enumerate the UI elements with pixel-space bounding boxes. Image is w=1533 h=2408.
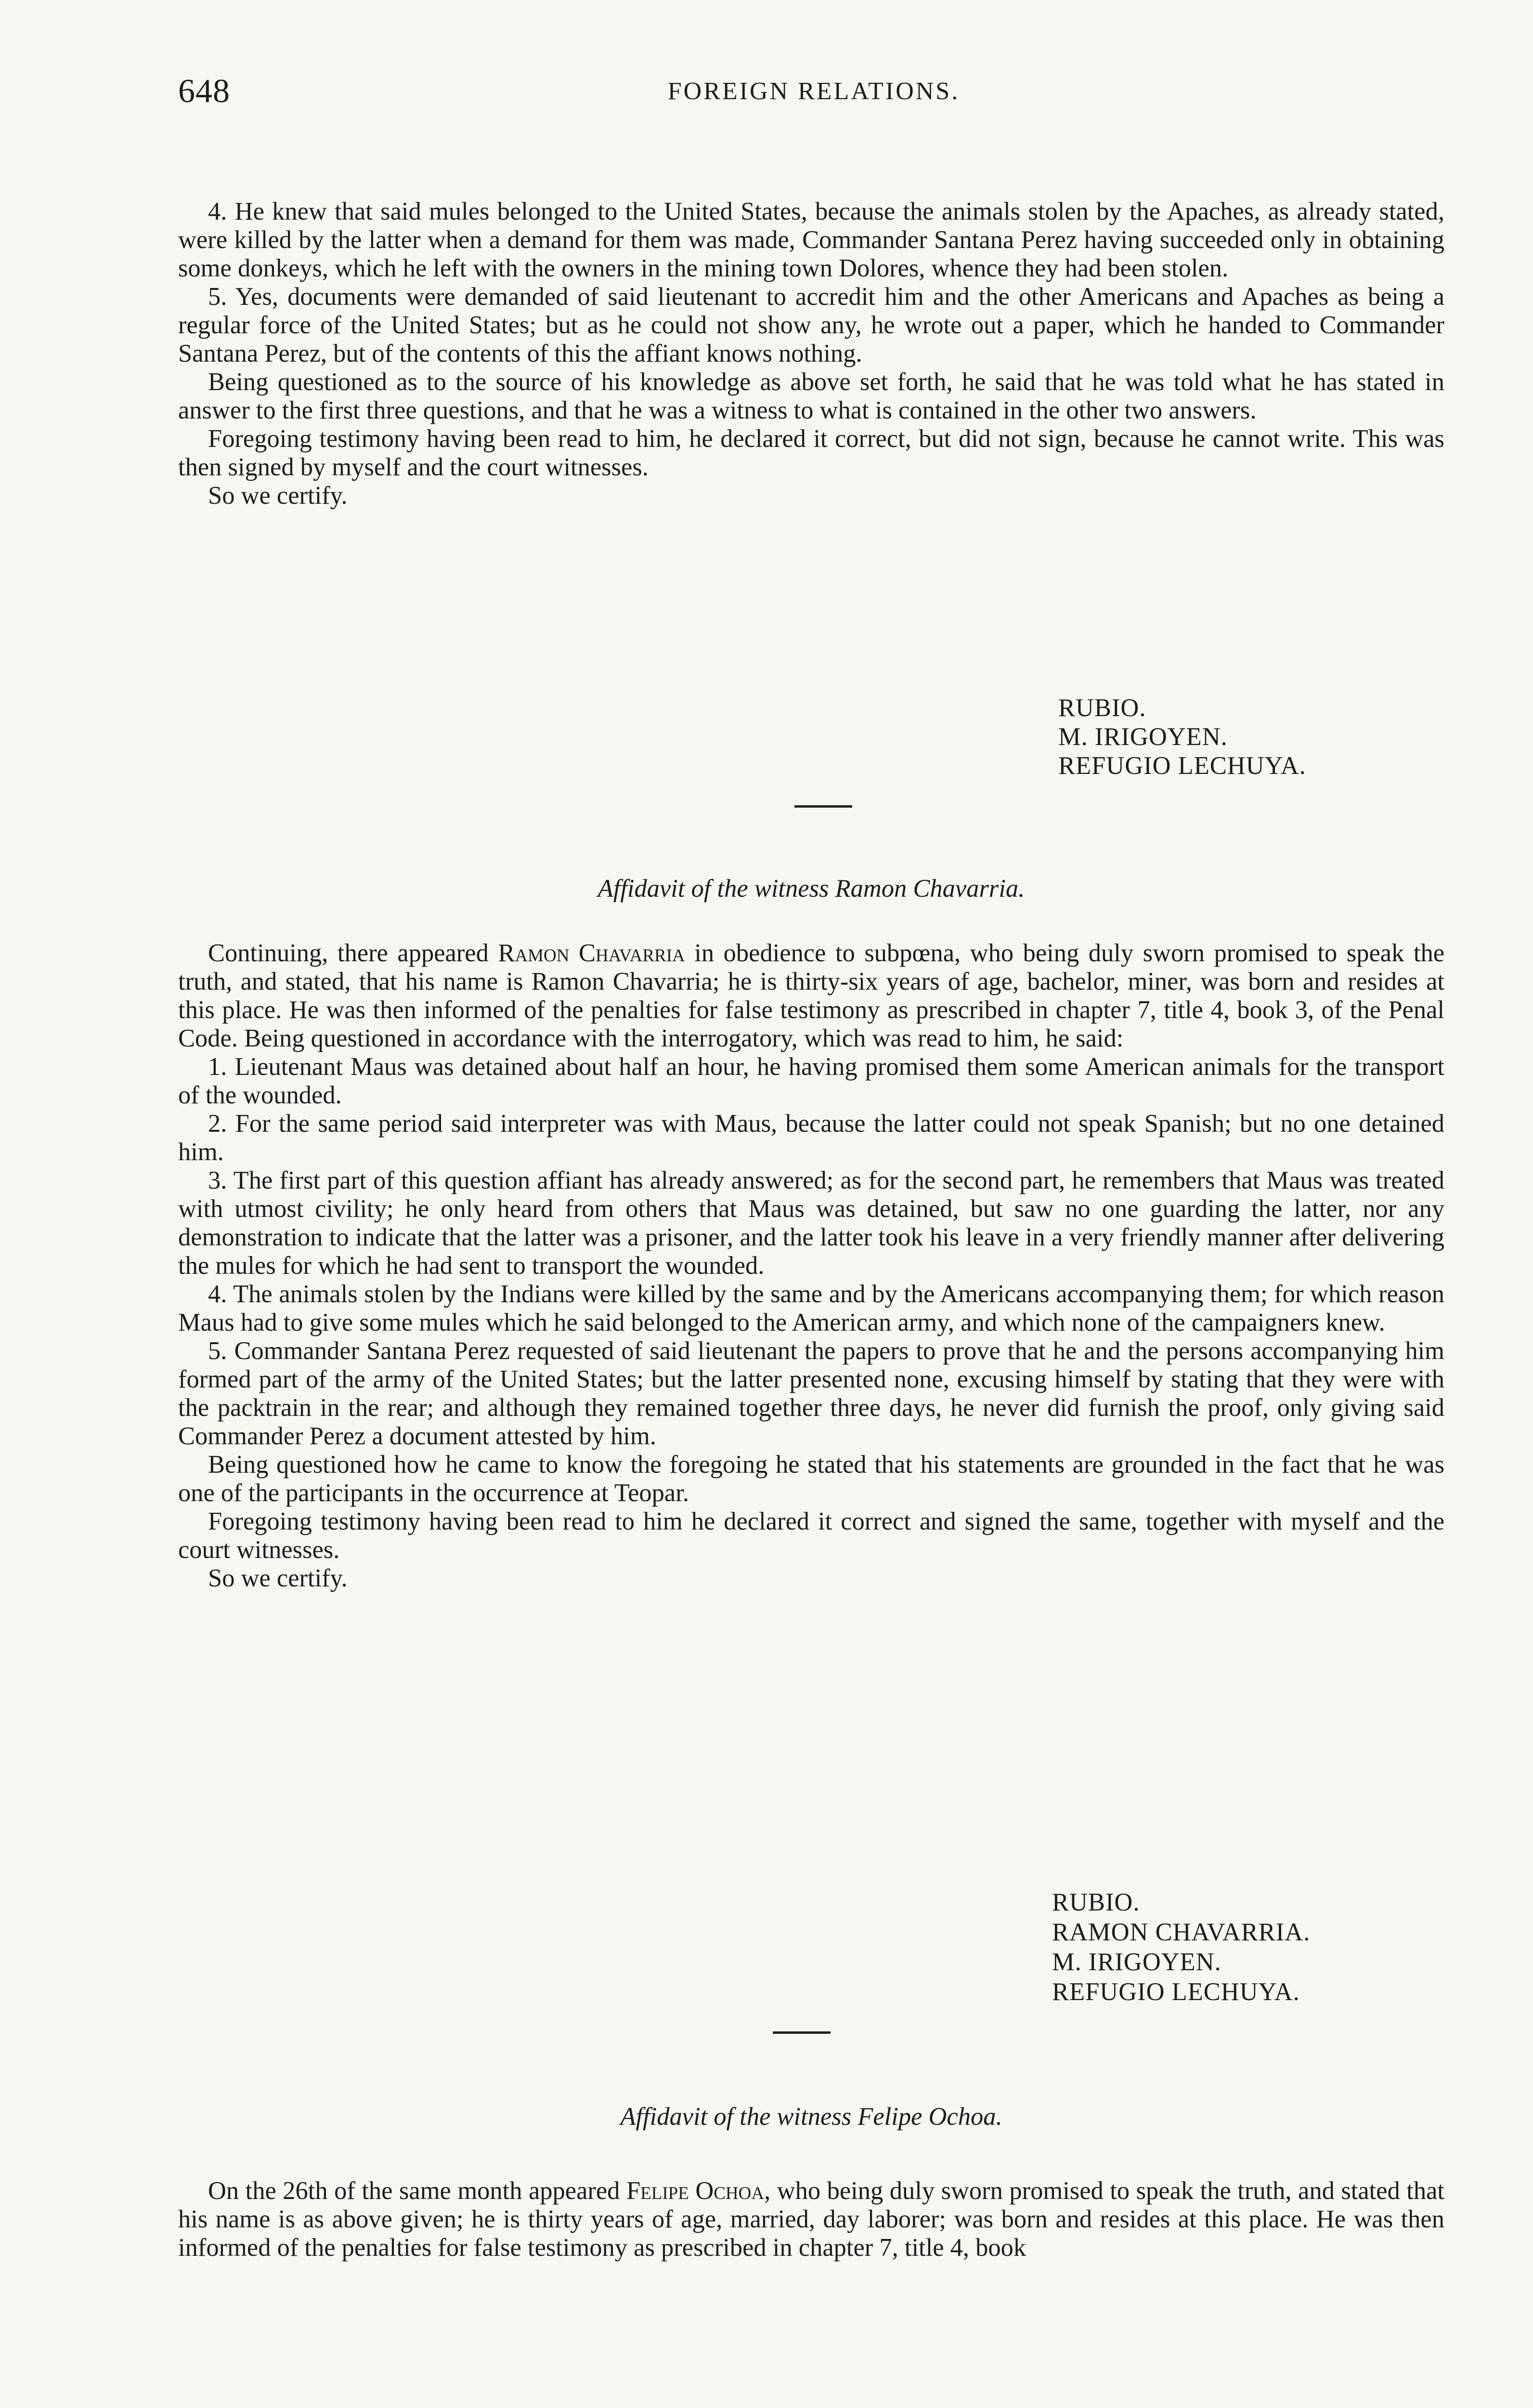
section-divider [794, 805, 852, 808]
signature-line: RUBIO. [1052, 1888, 1140, 1916]
intro-paragraph [178, 2177, 1444, 2262]
signature-line: M. IRIGOYEN. [1058, 723, 1228, 751]
section-divider [773, 2031, 831, 2034]
intro-text: in obedience to subpœna, who being duly sworn promised to speak the truth, and stated, that his name is Ramon Chavarria; he is thirty-six years of age, bachelor, miner, was born and resides at this place. He was then informed of the penalties for false testimony as prescribed in chapter 7, title 4, book 3, of the Penal Code. Being questioned in accordance with the interrogatory, which was read to him, he said: [178, 939, 1444, 1052]
paragraph: Being questioned how he came to know the foregoing he stated that his statements are grounded in the fact that he was one of the participants in the occurrence at Teopar. [178, 1451, 1444, 1507]
signature-line: REFUGIO LECHUYA. [1052, 1978, 1300, 2006]
running-title: FOREIGN RELATIONS. [667, 78, 960, 105]
paragraph: 3. The first part of this question affiant has already answered; as for the second part, he remembers that Maus was treated with utmost civility; he only heard from others that Maus was detained, but saw no one guarding the latter, nor any demonstration to indicate that the latter was a prisoner, and the latter took his leave in a very friendly manner after delivering the mules for which he had sent to transport the wounded. [178, 1166, 1444, 1280]
section-title: Affidavit of the witness Felipe Ochoa. [620, 2103, 1002, 2131]
paragraph: 2. For the same period said interpreter was with Maus, because the latter could not speak Spanish; but no one detained him. [178, 1110, 1444, 1166]
intro-text: Continuing, there appeared [208, 939, 498, 967]
paragraph: 4. He knew that said mules belonged to the United States, because the animals stolen by the Apaches, as already stated, were killed by the latter when a demand for them was made, Commander Santana Perez having succeeded only in obtaining some donkeys, which he left with the owners in the mining town Dolores, whence they had been stolen. [178, 197, 1444, 282]
paragraph: So we certify. [208, 482, 348, 510]
paragraph: So we certify. [208, 1564, 348, 1592]
paragraph: Being questioned as to the source of his knowledge as above set forth, he said that he was told what he has stated in answer to the first three questions, and that he was a witness to what is contained in the other two answers. [178, 368, 1444, 424]
section-2-body [178, 939, 1444, 1593]
witness-name: Ramon Chavarria [498, 939, 685, 967]
signature-line: RUBIO. [1058, 694, 1146, 722]
paragraph: Foregoing testimony having been read to him he declared it correct and signed the same, together with myself and the court witnesses. [178, 1507, 1444, 1564]
signature-line: RAMON CHAVARRIA. [1052, 1918, 1311, 1946]
page-header [178, 70, 1449, 113]
section-title: Affidavit of the witness Ramon Chavarria. [598, 875, 1025, 903]
page-number: 648 [178, 73, 230, 110]
paragraph: 5. Commander Santana Perez requested of said lieutenant the papers to prove that he and the persons accompanying him formed part of the army of the United States; but the latter presented none, excusing himself by stating that they were with the packtrain in the rear; and although they remained together three days, he never did furnish the proof, only giving said Commander Perez a document attested by him. [178, 1337, 1444, 1450]
section-1-body [178, 197, 1444, 510]
section-3-body [178, 2177, 1444, 2262]
paragraph: 4. The animals stolen by the Indians were killed by the same and by the Americans accompanying them; for which reason Maus had to give some mules which he said belonged to the American army, and which none of the campaigners knew. [178, 1280, 1444, 1336]
intro-text: On the 26th of the same month appeared [208, 2177, 626, 2205]
intro-text: , who being duly sworn promised to speak the truth, and stated that his name is as above given; he is thirty years of age, married, day laborer; was born and resides at this place. He was then informed of the penalties for false testimony as prescribed in chapter 7, title 4, book [178, 2177, 1444, 2262]
paragraph: Foregoing testimony having been read to him, he declared it correct, but did not sign, because he cannot write. This was then signed by myself and the court witnesses. [178, 425, 1444, 481]
intro-paragraph [178, 939, 1444, 1053]
signature-line: REFUGIO LECHUYA. [1058, 752, 1306, 780]
paragraph: 1. Lieutenant Maus was detained about half an hour, he having promised them some American animals for the transport of the wounded. [178, 1053, 1444, 1109]
signature-line: M. IRIGOYEN. [1052, 1948, 1221, 1976]
paragraph: 5. Yes, documents were demanded of said lieutenant to accredit him and the other Americans and Apaches as being a regular force of the United States; but as he could not show any, he wrote out a paper, which he handed to Commander Santana Perez, but of the contents of this the affiant knows nothing. [178, 283, 1444, 367]
witness-name: Felipe Ochoa [626, 2177, 765, 2205]
